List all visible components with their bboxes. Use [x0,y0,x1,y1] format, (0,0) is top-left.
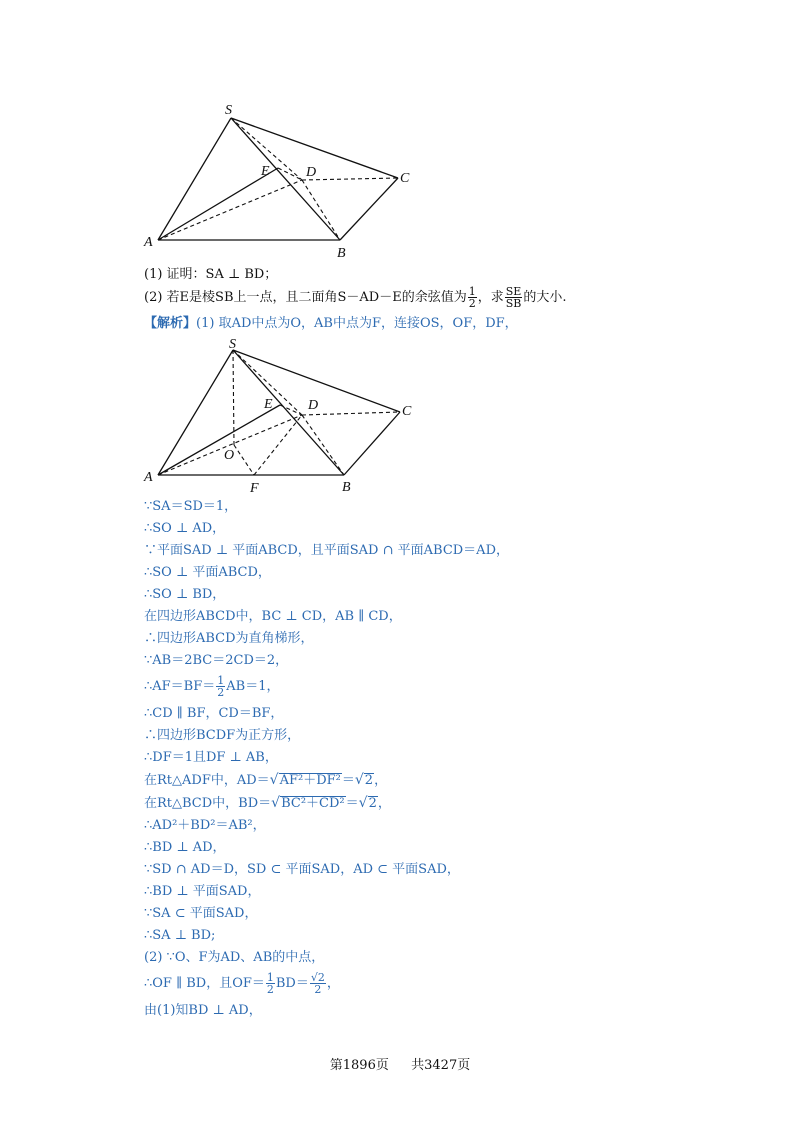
analysis-adf-line: 在Rt△ADF中，AD＝√AF²＋DF²＝√2， [144,772,388,788]
analysis-line: ∴四边形ABCD为直角梯形， [144,631,314,646]
analysis-line: ∵SA＝SD＝1， [144,499,238,514]
analysis-line: ∴BD ⊥ AD， [144,840,226,855]
label-S: S [225,103,232,118]
label-A: A [144,235,153,250]
label-C: C [400,171,410,186]
analysis-tag: 【解析】 [144,316,197,331]
analysis-line: ∴AD²＋BD²＝AB²， [144,818,266,833]
analysis-bcd-line: 在Rt△BCD中，BD＝√BC²＋CD²＝√2， [144,795,391,811]
page-number: 第1896页 [329,1058,389,1073]
analysis-line: ∴CD ∥ BF，CD＝BF， [144,706,284,721]
analysis-intro: 【解析】(1) 取AD中点为O，AB中点为F，连接OS，OF，DF， [144,316,518,331]
label-E: E [264,397,273,412]
analysis-line: ∵平面SAD ⊥ 平面ABCD，且平面SAD ∩ 平面ABCD＝AD， [144,543,509,558]
question-part2: (2) 若E是棱SB上一点，且二面角S－AD－E的余弦值为 $\frac{1}{2}$ ，求 $\frac{SE}{SB}$ 的大小. [144,285,567,310]
analysis-line: ∴SO ⊥ 平面ABCD， [144,565,271,580]
label-C: C [402,404,412,419]
analysis-line: (2) ∵O、F为AD、AB的中点， [144,950,325,965]
analysis-line: ∵SD ∩ AD＝D，SD ⊂ 平面SAD，AD ⊂ 平面SAD， [144,862,460,877]
label-A: A [144,470,153,485]
label-S: S [229,337,236,352]
total-pages: 共3427页 [411,1058,471,1073]
analysis-line: ∴BD ⊥ 平面SAD， [144,884,261,899]
label-D: D [308,398,319,413]
analysis-of-line: ∴OF ∥ BD，且OF＝ $\frac{1}{2}$ BD＝ $\frac{√2}{2}$ ， [144,971,340,996]
analysis-line: 由(1)知BD ⊥ AD， [144,1003,262,1018]
label-D: D [306,165,317,180]
analysis-line: ∴SO ⊥ BD， [144,587,226,602]
analysis-line: 在四边形ABCD中，BC ⊥ CD，AB ∥ CD， [144,609,402,624]
label-F: F [250,481,259,496]
analysis-line: ∵SA ⊂ 平面SAD， [144,906,258,921]
analysis-af-line: ∴AF＝BF＝ $\frac{1}{2}$ AB＝1， [144,674,280,699]
page-footer [0,1054,800,1073]
label-O: O [224,448,235,463]
analysis-line: ∴SA ⊥ BD; [144,928,216,943]
analysis-line: ∴四边形BCDF为正方形， [144,728,301,743]
pyramid-figure-1 [140,100,430,265]
analysis-line: ∴SO ⊥ AD， [144,521,226,536]
label-B: B [342,480,351,495]
pyramid-figure-2 [140,335,430,500]
analysis-line: ∵AB＝2BC＝2CD＝2， [144,653,289,668]
label-E: E [261,164,270,179]
analysis-line: ∴DF＝1且DF ⊥ AB， [144,750,278,765]
question-part1: (1) 证明：SA ⊥ BD； [144,267,278,282]
label-B: B [337,246,346,261]
